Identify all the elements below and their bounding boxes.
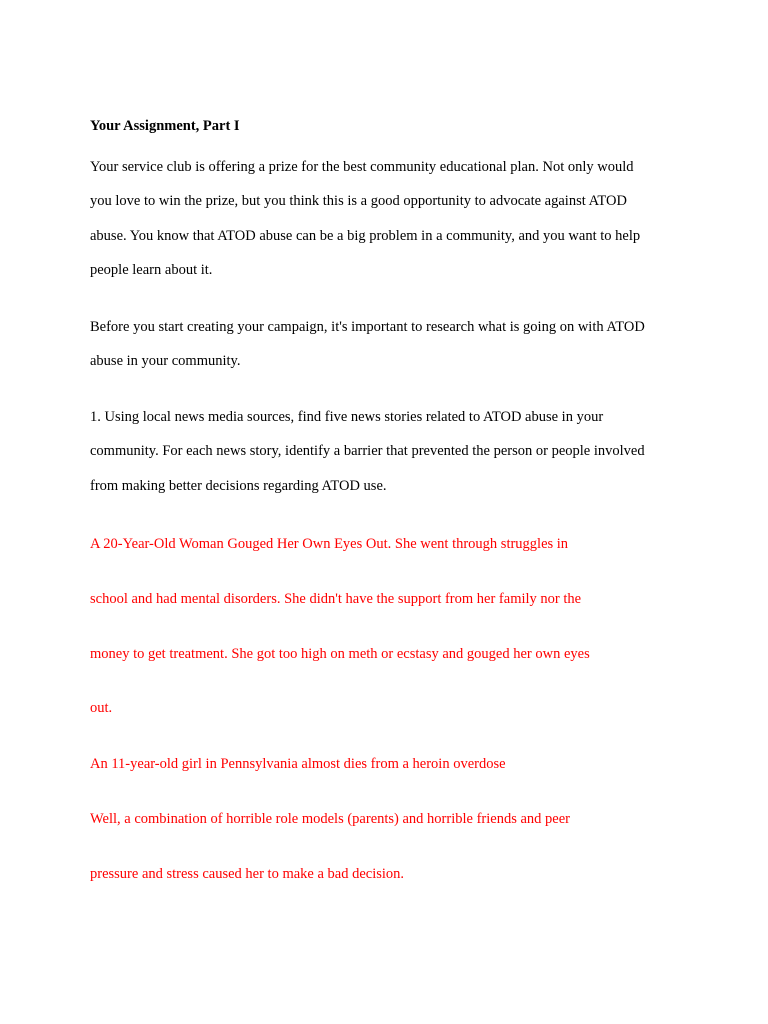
answer-story1-line: school and had mental disorders. She didn't have the support from her family nor the — [90, 591, 582, 607]
paragraph1-line: you love to win the prize, but you think this is a good opportunity to advocate against ATOD — [90, 193, 627, 209]
answer-story1-line: money to get treatment. She got too high on meth or ecstasy and gouged her own eyes — [90, 646, 590, 662]
answer-story2-title: An 11-year-old girl in Pennsylvania almost dies from a heroin overdose — [90, 756, 506, 772]
paragraph1-line: abuse. You know that ATOD abuse can be a big problem in a community, and you want to help — [90, 228, 641, 244]
answer-story1-line: A 20-Year-Old Woman Gouged Her Own Eyes Out. She went through struggles in — [90, 536, 569, 552]
answer-story2-line: pressure and stress caused her to make a bad decision. — [90, 866, 405, 882]
paragraph1-line: people learn about it. — [90, 262, 213, 278]
question1-line: from making better decisions regarding ATOD use. — [90, 478, 387, 494]
paragraph2-line: abuse in your community. — [90, 353, 241, 369]
question1-line: community. For each news story, identify a barrier that prevented the person or people involved — [90, 443, 645, 459]
answer-story2-line: Well, a combination of horrible role models (parents) and horrible friends and peer — [90, 811, 570, 827]
assignment-heading: Your Assignment, Part I — [90, 118, 240, 134]
paragraph2-line: Before you start creating your campaign, it's important to research what is going on with ATOD — [90, 319, 645, 335]
paragraph1-line: Your service club is offering a prize for the best community educational plan. Not only would — [90, 159, 634, 175]
question1-line: 1. Using local news media sources, find five news stories related to ATOD abuse in your — [90, 409, 604, 425]
answer-story1-line: out. — [90, 700, 113, 716]
